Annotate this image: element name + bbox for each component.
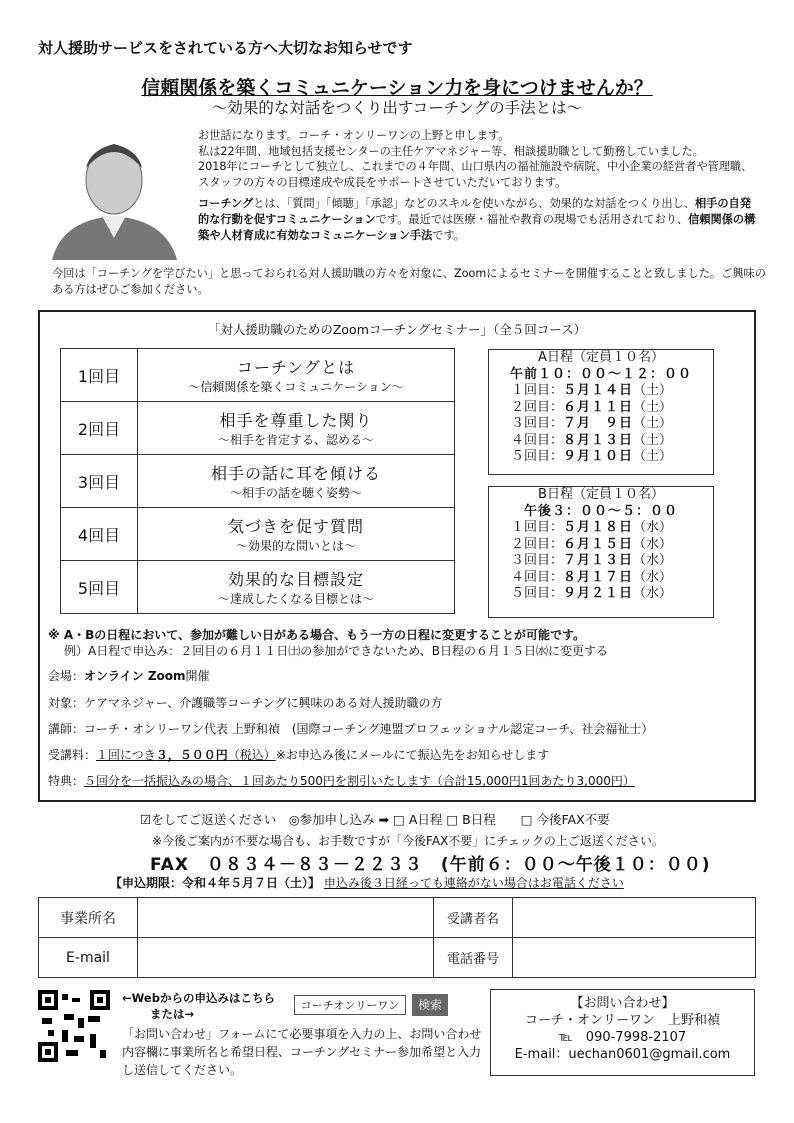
table-row xyxy=(61,402,455,455)
phone-label: 電話番号 xyxy=(434,938,513,978)
schedule-a-box xyxy=(488,349,714,475)
table-row xyxy=(61,455,455,508)
schedule-b-box xyxy=(488,486,714,618)
lesson-number: 5回目 xyxy=(61,561,138,614)
table-row xyxy=(61,508,455,561)
lesson-title: 効果的な目標設定 xyxy=(227,570,364,589)
list-item: ５回目：９月２１日（水） xyxy=(511,586,673,601)
attendee-label: 受講者名 xyxy=(434,898,513,938)
lesson-subtitle: ～達成したくなる目標とは～ xyxy=(217,592,374,606)
lesson-title: 相手の話に耳を傾ける xyxy=(210,464,381,483)
search-button[interactable]: 検索 xyxy=(412,994,448,1016)
list-item: ４回目：８月１３日（土） xyxy=(511,432,673,448)
table-row xyxy=(61,561,455,614)
list-item: ２回目：６月１１日（土） xyxy=(511,399,673,415)
lesson-number: 1回目 xyxy=(61,349,138,402)
headline: 信頼関係を築くコミュニケーション力を身につけませんか？ xyxy=(141,77,653,99)
reply-options: ☑をしてご返送ください ◎参加申し込み ➡ □ A日程 □ B日程 □ 今後FAX不要 xyxy=(140,812,610,827)
list-item: １回目：５月１４日（土） xyxy=(511,383,673,398)
notice-text: 今回は「コーチングを学びたい」と思っておられる対人援助職の方々を対象に、Zoomによるセミナーを開催することと致しました。ご興味のある方はぜひご参加ください。 xyxy=(52,267,766,296)
lesson-title: コーチングとは xyxy=(236,358,356,377)
office-field[interactable] xyxy=(138,898,434,938)
deadline: 【申込期限：令和４年５月７日（土）】 申込み後３日経っても連絡がない場合はお電話ください xyxy=(110,876,624,890)
schedule-a-time: 午前１０：００～１２：００ xyxy=(509,366,692,382)
office-label: 事業所名 xyxy=(39,898,138,938)
lecturer-line: 講師：コーチ・オンリーワン代表 上野和禎 (国際コーチング連盟プロフェッショナル認定コーチ、社会福祉士） xyxy=(48,722,654,736)
seminar-title: 「対人援助職のためのZoomコーチングセミナー」（全５回コース） xyxy=(207,322,587,337)
list-item: ４回目：８月１７日（水） xyxy=(511,569,673,585)
application-form xyxy=(38,897,756,978)
list-item: ２回目：６月１５日（水） xyxy=(511,536,673,552)
fee-line: 受講料：１回につき３，５００円（税込）※お申込み後にメールにて振込先をお知らせします xyxy=(48,748,550,762)
intro-text: お世話になります。コーチ・オンリーワンの上野と申します。 私は22年間、地域包括支援センターの主任ケアマネジャー等、相談援助職として勤務していました。 2018年にコーチとして独立し、これまでの４年間、山口県内の福祉施設や病院、中小企業の経営者や管理職、スタッフの方々の目標達成や成長をサポートさせていただいております。 コーチングとは、「質問」「傾聴」「承認」などのスキルを使いながら、効果的な対話をつくり出し、相手の自発的な行動を促すコミュニケーションです。最近では医療・福祉や教育の現場でも活用されており、信頼関係の構築や人材育成に有効なコミュニケーション手法です。 xyxy=(198,129,756,242)
top-label: 対人援助サービスをされている方へ大切なお知らせです xyxy=(38,39,413,57)
phone-field[interactable] xyxy=(513,938,756,978)
attendee-field[interactable] xyxy=(513,898,756,938)
lesson-number: 3回目 xyxy=(61,455,138,508)
list-item: ３回目：７月 ９日（土） xyxy=(511,416,673,431)
seminar-box xyxy=(38,310,756,802)
web-apply-label: ←Webからの申込みはこちら xyxy=(122,991,275,1005)
target-line: 対象：ケアマネジャー、介護職等コーチングに興味のある対人援助職の方 xyxy=(48,696,443,710)
venue-line: 会場：オンライン Zoom開催 xyxy=(48,669,210,683)
schedule-a-title: A日程（定員１０名） xyxy=(538,350,664,365)
table-row xyxy=(39,898,756,938)
contact-email: E-mail：uechan0601@gmail.com xyxy=(514,1047,731,1062)
subhead: ～効果的な対話をつくり出すコーチングの手法とは～ xyxy=(211,99,583,117)
search-input[interactable]: コーチオンリーワン xyxy=(294,995,406,1015)
fax-number: FAX ０８３４－８３－２２３３ (午前６：００～午後１０：００) xyxy=(150,855,711,875)
lesson-subtitle: ～相手を肯定する、認める～ xyxy=(217,433,374,447)
table-row xyxy=(61,349,455,402)
contact-box xyxy=(490,989,755,1076)
lesson-subtitle: ～効果的な問いとは～ xyxy=(235,539,356,553)
lesson-subtitle: ～信頼関係を築くコミュニケーション～ xyxy=(188,380,404,394)
table-row xyxy=(39,938,756,978)
lesson-number: 2回目 xyxy=(61,402,138,455)
contact-name: コーチ・オンリーワン 上野和禎 xyxy=(524,1013,720,1028)
list-item: ３回目：７月１３日（水） xyxy=(511,553,673,568)
email-label: E-mail xyxy=(39,938,138,978)
email-field[interactable] xyxy=(138,938,434,978)
lesson-title: 相手を尊重した関り xyxy=(219,411,373,430)
lesson-title: 気づきを促す質問 xyxy=(227,517,364,536)
list-item: ５回目：９月１０日（土） xyxy=(511,449,673,464)
reply-note: ※今後ご案内が不要な場合も、お手数ですが「今後FAX不要」にチェックの上ご返送ください。 xyxy=(152,834,664,848)
web-or-label: または→ xyxy=(150,1007,195,1021)
qr-code[interactable] xyxy=(38,990,110,1062)
schedule-b-title: B日程（定員１０名） xyxy=(538,487,664,502)
benefit-line: 特典：５回分を一括振込みの場合、１回あたり500円を割引いたします（合計15,000円1回あたり3,000円） xyxy=(48,774,635,788)
lesson-number: 4回目 xyxy=(61,508,138,561)
contact-tel: ℡ 090-7998-2107 xyxy=(558,1030,687,1045)
list-item: １回目：５月１８日（水） xyxy=(511,520,673,535)
lesson-table xyxy=(60,348,455,614)
lesson-subtitle: ～相手の話を聴く姿勢～ xyxy=(229,486,362,500)
schedule-b-time: 午後３：００～５：００ xyxy=(523,503,678,519)
schedule-change-note: ※ A・Bの日程において、参加が難しい日がある場合、もう一方の日程に変更することが可能です。 例）A日程で申込み：２回目の６月１１日㈯の参加ができないため、B日程の６月１５日㈬に変更する xyxy=(48,628,608,658)
speaker-photo xyxy=(42,120,187,260)
contact-title: 【お問い合わせ】 xyxy=(570,996,675,1011)
web-instructions: 「お問い合わせ」フォームにて必要事項を入力の上、お問い合わせ内容欄に事業所名と希望日程、コーチングセミナー参加希望と入力し送信してください。 xyxy=(122,1027,482,1077)
